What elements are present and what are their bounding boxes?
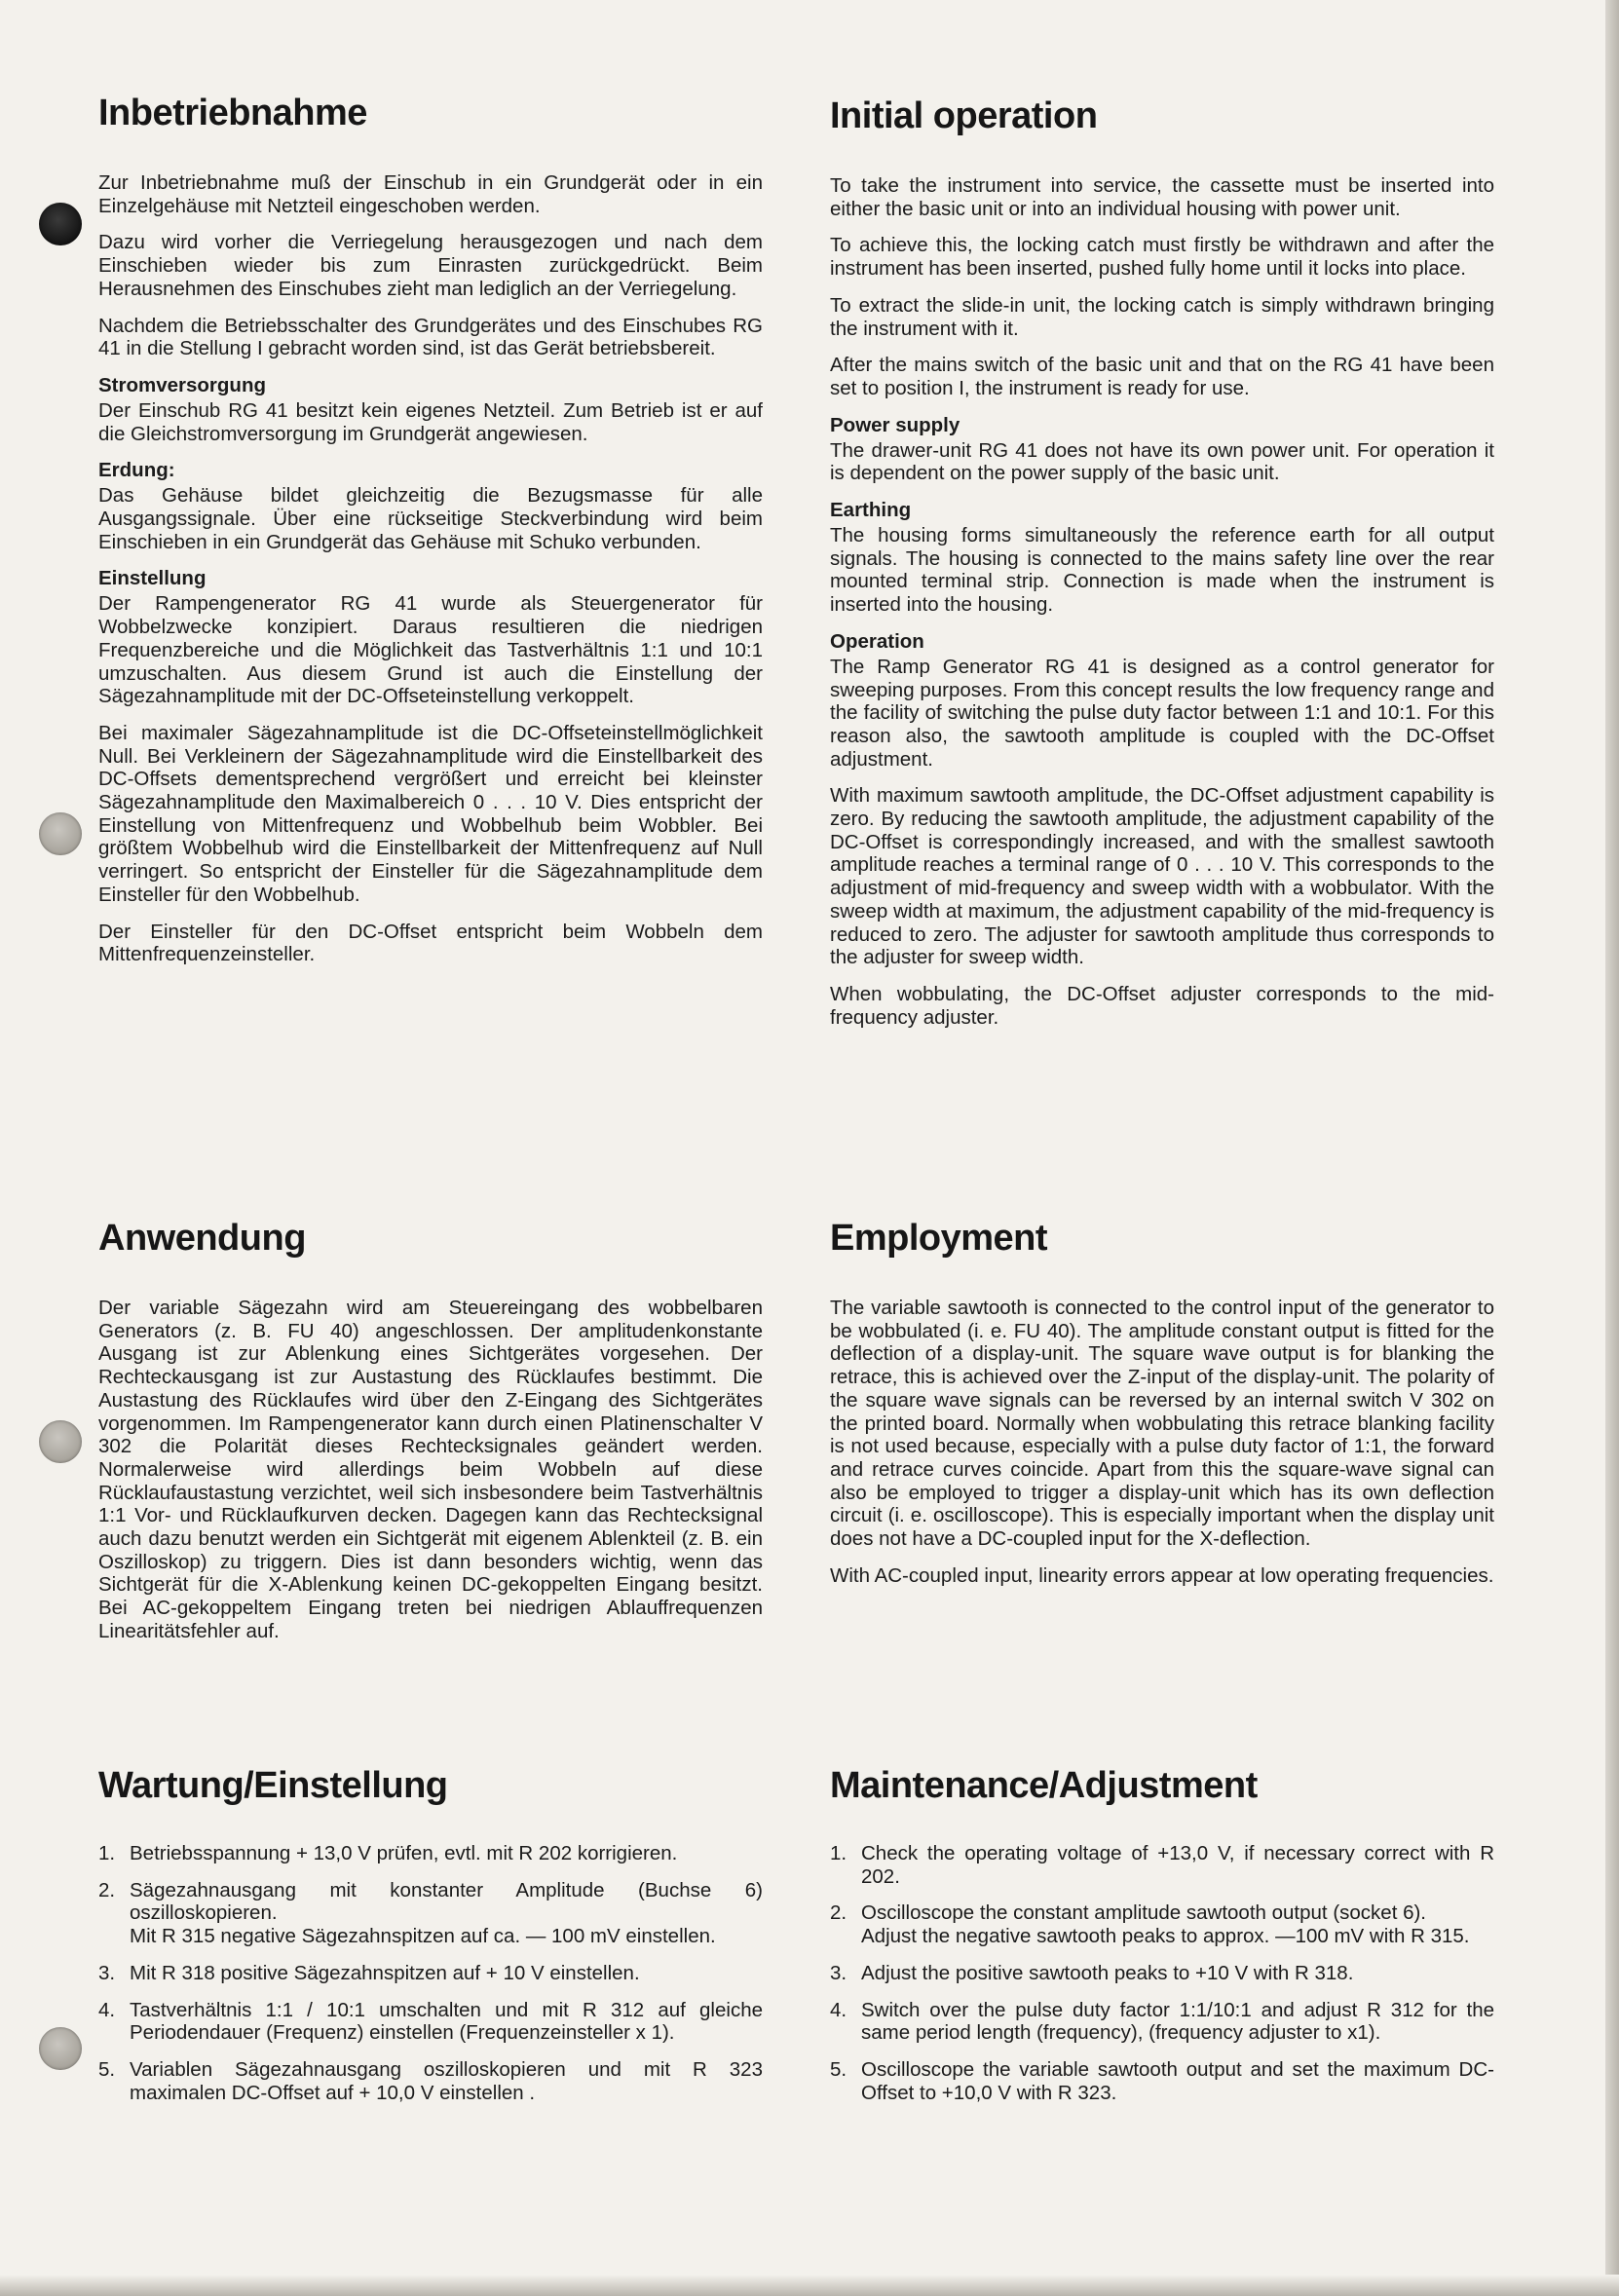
item-text: Switch over the pulse duty factor 1:1/10:1 and adjust R 312 for the same period length (frequency), (frequency adjuster to x1). (861, 1998, 1494, 2045)
section-title: Wartung/Einstellung (98, 1765, 448, 1806)
section-title: Anwendung (98, 1218, 306, 1259)
paragraph: With AC-coupled input, linearity errors appear at low operating frequencies. (830, 1563, 1494, 1587)
paragraph: The housing forms simultaneously the reference earth for all output signals. The housing is connected to the mains safety line over the rear mounted terminal strip. Connection is made when the instrument is inserted into the housing. (830, 524, 1494, 617)
item-text: Adjust the positive sawtooth peaks to +10 V with R 318. (861, 1961, 1354, 1984)
section-inbetriebnahme (98, 93, 763, 980)
subheading: Einstellung (98, 567, 207, 590)
item-text: Tastverhältnis 1:1 / 10:1 umschalten und mit R 312 auf gleiche Periodendauer (Frequenz) einstellen (Frequenzeinsteller x 1). (130, 1998, 763, 2045)
paragraph: When wobbulating, the DC-Offset adjuster corresponds to the mid-frequency adjuster. (830, 982, 1494, 1029)
item-text: Oscilloscope the variable sawtooth output and set the maximum DC-Offset to +10,0 V with R 323. (861, 2057, 1494, 2104)
paragraph: Zur Inbetriebnahme muß der Einschub in ein Grundgerät oder in ein Einzelgehäuse mit Netzteil eingeschoben werden. (98, 171, 763, 217)
item-number: 2. (98, 1878, 116, 1901)
item-number: 1. (830, 1842, 847, 1864)
paragraph: Der Rampengenerator RG 41 wurde als Steuergenerator für Wobbelzwecke konzipiert. Daraus resultieren die niedrigen Frequenzbereiche und die Möglichkeit das Tastverhältnis 1:1 und 10:1 umzuschalten. Aus diesem Grund ist auch die Einstellung der Sägezahnamplitude mit der DC-Offseteinstellung verkoppelt. (98, 592, 763, 708)
page-edge (1605, 0, 1619, 2296)
list-item (98, 1999, 763, 2045)
item-text: Mit R 315 negative Sägezahnspitzen auf ca. — 100 mV einstellen. (130, 1925, 716, 1948)
list-item (830, 1901, 1494, 1947)
list-item (98, 1962, 763, 1985)
section-title: Initial operation (830, 95, 1098, 136)
item-text: Oscilloscope the constant amplitude sawtooth output (socket 6). (861, 1901, 1427, 1925)
numbered-list (830, 1842, 1494, 2104)
section-anwendung (98, 1218, 763, 1657)
paragraph: To extract the slide-in unit, the locking catch is simply withdrawn bringing the instrument with it. (830, 293, 1494, 340)
punch-hole (39, 812, 82, 855)
list-item (830, 1962, 1494, 1985)
item-text: Betriebsspannung + 13,0 V prüfen, evtl. mit R 202 korrigieren. (130, 1842, 678, 1864)
paragraph: Bei maximaler Sägezahnamplitude ist die DC-Offseteinstellmöglichkeit Null. Bei Verkleinern der Sägezahnamplitude wird die Einstellbarkeit des DC-Offsets dementsprechend vergrößert und erreicht bei kleinster Sägezahnamplitude den Maximalbereich 0 . . . 10 V. Dies entspricht der Einstellung von Mittenfrequenz und Wobbelhub beim Wobbler. Bei größtem Wobbelhub wird die Einstellbarkeit der Mittenfrequenz auf Null verringert. So entspricht der Einsteller für die Sägezahnamplitude dem Einsteller für den Wobbelhub. (98, 721, 763, 906)
paragraph: Der Einschub RG 41 besitzt kein eigenes Netzteil. Zum Betrieb ist er auf die Gleichstromversorgung im Grundgerät angewiesen. (98, 398, 763, 445)
paragraph: To achieve this, the locking catch must firstly be withdrawn and after the instrument has been inserted, pushed fully home until it locks into place. (830, 234, 1494, 281)
subheading: Erdung: (98, 459, 175, 482)
item-text: Check the operating voltage of +13,0 V, if necessary correct with R 202. (861, 1842, 1494, 1888)
punch-hole (39, 2027, 82, 2070)
page-bottom-edge (0, 2275, 1619, 2296)
paragraph: Nachdem die Betriebsschalter des Grundgerätes und des Einschubes RG 41 in die Stellung I gebracht worden sind, ist das Gerät betriebsbereit. (98, 314, 763, 360)
item-text: Adjust the negative sawtooth peaks to approx. —100 mV with R 315. (861, 1925, 1470, 1948)
item-number: 5. (830, 2057, 847, 2081)
item-number: 3. (98, 1961, 116, 1984)
paragraph: The variable sawtooth is connected to the control input of the generator to be wobbulated (i. e. FU 40). The amplitude constant output is fitted for the deflection of a display-unit. The square wave output is for blanking the retrace, this is achieved over the Z-input of the display-unit. The polarity of the square wave signals can be reversed by an internal switch V 302 on the printed board. Normally when wobbulating this retrace blanking facility is not used because, especially with a pulse duty factor of 1:1, the forward and retrace curves coincide. Apart from this the square-wave signal can also be employed to trigger a display-unit which has its own deflection circuit (i. e. oscilloscope). This is especially important when the display unit does not have a DC-coupled input for the X-deflection. (830, 1297, 1494, 1551)
item-text: Sägezahnausgang mit konstanter Amplitude (Buchse 6) oszilloskopieren. (130, 1878, 763, 1925)
paragraph: The drawer-unit RG 41 does not have its own power unit. For operation it is dependent on the power supply of the basic unit. (830, 438, 1494, 485)
item-number: 1. (98, 1842, 116, 1864)
paragraph: Das Gehäuse bildet gleichzeitig die Bezugsmasse für alle Ausgangssignale. Über eine rückseitige Steckverbindung wird beim Einschieben in ein Grundgerät das Gehäuse mit Schuko verbunden. (98, 484, 763, 553)
subheading: Power supply (830, 413, 960, 436)
paragraph: After the mains switch of the basic unit and that on the RG 41 have been set to position I, the instrument is ready for use. (830, 354, 1494, 399)
list-item (830, 1999, 1494, 2045)
item-number: 4. (830, 1998, 847, 2021)
list-item (830, 1842, 1494, 1888)
list-item (98, 1842, 763, 1865)
punch-hole (39, 203, 82, 245)
paragraph: Der variable Sägezahn wird am Steuereingang des wobbelbaren Generators (z. B. FU 40) angeschlossen. Der amplitudenkonstante Ausgang ist zur Ablenkung eines Sichtgerätes vorgesehen. Der Rechteckausgang ist zur Austastung des Rücklaufes bestimmt. Die Austastung des Rücklaufes wird über den Z-Eingang des Sichtgerätes vorgenommen. Im Rampengenerator kann durch einen Platinenschalter V 302 die Polarität dieses Rechtecksignales geändert werden. Normalerweise wird allerdings beim Wobbeln auf diese Rücklaufaustastung verzichtet, weil sich insbesondere beim Tastverhältnis 1:1 Vor- und Rücklaufkurven decken. Dagegen kann das Rechtecksignal auch dazu benutzt werden ein Sichtgerät mit eigenem Ablenkteil (z. B. ein Oszilloskop) zu triggern. Dies ist dann besonders wichtig, wenn das Sichtgerät für die X-Ablenkung keinen DC-gekoppelten Eingang besitzt. Bei AC-gekoppeltem Eingang treten bei niedrigen Ablauffrequenzen Linearitätsfehler auf. (98, 1297, 763, 1642)
list-item (98, 2058, 763, 2104)
paragraph: With maximum sawtooth amplitude, the DC-Offset adjustment capability is zero. By reducing the sawtooth amplitude, the adjustment capability of the DC-Offset is correspondingly increased, and with the smallest sawtooth amplitude reaches a terminal range of 0 . . . 10 V. This corresponds to the adjustment of mid-frequency and sweep width with a wobbulator. With the sweep width at maximum, the adjustment capability of the mid-frequency is reduced to zero. The adjuster for sawtooth amplitude thus corresponds to the adjuster for sweep width. (830, 784, 1494, 969)
list-item (830, 2058, 1494, 2104)
item-text: Variablen Sägezahnausgang oszilloskopieren und mit R 323 maximalen DC-Offset auf + 10,0 V einstellen . (130, 2057, 763, 2104)
section-wartung (98, 1765, 763, 2118)
section-maintenance (830, 1765, 1494, 2118)
paragraph: To take the instrument into service, the cassette must be inserted into either the basic unit or into an individual housing with power unit. (830, 174, 1494, 220)
section-initial-operation (830, 95, 1494, 1042)
paragraph: The Ramp Generator RG 41 is designed as a control generator for sweeping purposes. From this concept results the low frequency range and the facility of switching the pulse duty factor between 1:1 and 10:1. For this reason also, the sawtooth amplitude is coupled with the DC-Offset adjustment. (830, 655, 1494, 771)
section-title: Maintenance/Adjustment (830, 1765, 1258, 1806)
subheading: Operation (830, 629, 924, 653)
item-text: Mit R 318 positive Sägezahnspitzen auf + 10 V einstellen. (130, 1961, 640, 1984)
section-title: Inbetriebnahme (98, 93, 367, 133)
subheading: Stromversorgung (98, 373, 266, 396)
item-number: 4. (98, 1998, 116, 2021)
paragraph: Der Einsteller für den DC-Offset entspricht beim Wobbeln dem Mittenfrequenzeinsteller. (98, 920, 763, 966)
item-number: 5. (98, 2057, 116, 2081)
numbered-list (98, 1842, 763, 2104)
item-number: 2. (830, 1901, 847, 1925)
paragraph: Dazu wird vorher die Verriegelung herausgezogen und nach dem Einschieben wieder bis zum Einrasten zurückgedrückt. Beim Herausnehmen des Einschubes zieht man lediglich an der Verriegelung. (98, 231, 763, 300)
section-title: Employment (830, 1218, 1048, 1259)
list-item (98, 1879, 763, 1948)
punch-hole (39, 1420, 82, 1463)
item-number: 3. (830, 1961, 847, 1984)
subheading: Earthing (830, 499, 912, 522)
section-employment (830, 1218, 1494, 1600)
